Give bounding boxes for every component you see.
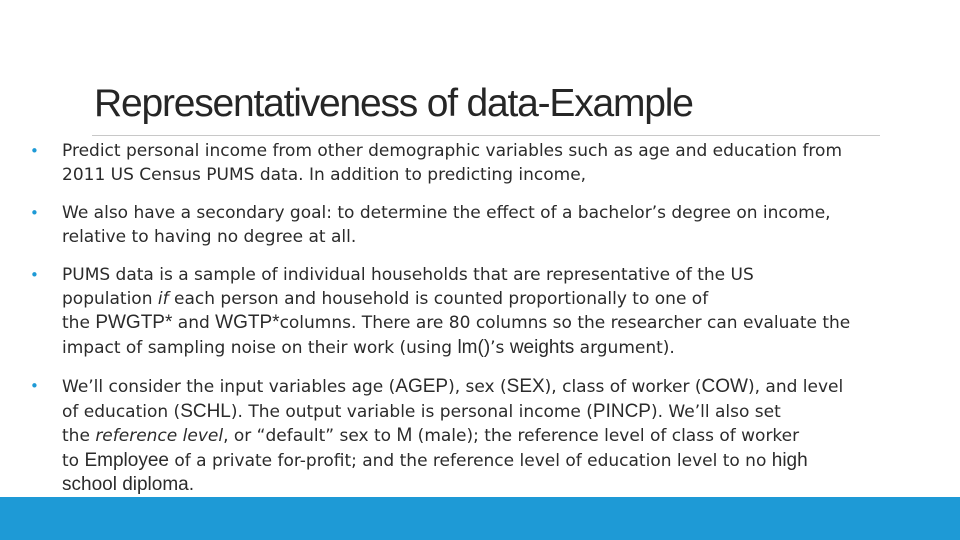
code-term: PINCP [592, 400, 651, 422]
bullet-text: We’ll consider the input variables age ( [62, 377, 396, 397]
bullet-item [30, 140, 945, 187]
bullet-text: of a private for-profit; and the reference level of education level to no [168, 450, 772, 471]
bullet-text: the [62, 426, 96, 446]
bullet-line: relative to having no degree at all. [62, 226, 357, 247]
code-term: COW [701, 376, 748, 397]
bullet-text: ), class of worker ( [544, 377, 702, 397]
code-term: PWGTP* [95, 312, 173, 333]
bullet-icon: • [30, 266, 39, 284]
bullet-text: (male); the reference level of class of worker [412, 426, 800, 446]
bullet-text: to [62, 450, 85, 471]
emphasis-text: reference level [95, 426, 224, 446]
bullet-text: of education ( [62, 401, 181, 422]
bullet-item [30, 375, 945, 498]
bullet-text: ), and level [747, 377, 844, 397]
bullet-text: ). The output variable is personal income ( [230, 401, 593, 422]
bullet-list [30, 140, 945, 498]
bullet-icon: • [30, 142, 39, 160]
code-term: Employee [84, 449, 169, 471]
bullet-text: ), sex ( [448, 377, 507, 397]
bullet-text: ’s [490, 337, 510, 358]
code-term: AGEP [395, 376, 449, 397]
code-term: high [771, 449, 808, 471]
bullet-text: and [172, 313, 216, 333]
slide-title: Representativeness of data-Example [94, 82, 693, 125]
bullet-line: Predict personal income from other demographic variables such as age and education from [62, 141, 842, 161]
code-term: M [396, 425, 413, 446]
bullet-item [30, 264, 945, 360]
code-term: WGTP* [215, 312, 280, 333]
code-term: SEX [506, 376, 545, 397]
bullet-text: impact of sampling noise on their work (using [62, 337, 458, 358]
bullet-text: . [188, 475, 195, 495]
bullet-text: the [62, 313, 96, 333]
bullet-text: , or “default” sex to [223, 426, 397, 446]
code-term: lm() [457, 336, 491, 358]
bullet-text: argument). [574, 337, 675, 358]
bullet-text: population [62, 288, 158, 309]
code-term: weights [509, 336, 575, 358]
bullet-text: ). We’ll also set [650, 401, 781, 422]
bullet-icon: • [30, 204, 39, 222]
code-term: SCHL [180, 400, 231, 422]
bullet-text: PUMS data is a sample of individual households that are representative of the US [62, 265, 754, 285]
bullet-text: columns. There are 80 columns so the researcher can evaluate the [279, 313, 851, 333]
bullet-item [30, 202, 945, 249]
bullet-icon: • [30, 377, 39, 395]
title-divider [92, 135, 880, 136]
emphasis-text: if [157, 288, 169, 309]
bullet-line: We also have a secondary goal: to determine the effect of a bachelor’s degree on income, [62, 203, 831, 223]
bullet-text: each person and household is counted proportionally to one of [168, 288, 709, 309]
code-term: school diploma [62, 474, 189, 495]
bullet-line: 2011 US Census PUMS data. In addition to predicting income, [62, 164, 587, 185]
footer-accent-bar [0, 497, 960, 540]
